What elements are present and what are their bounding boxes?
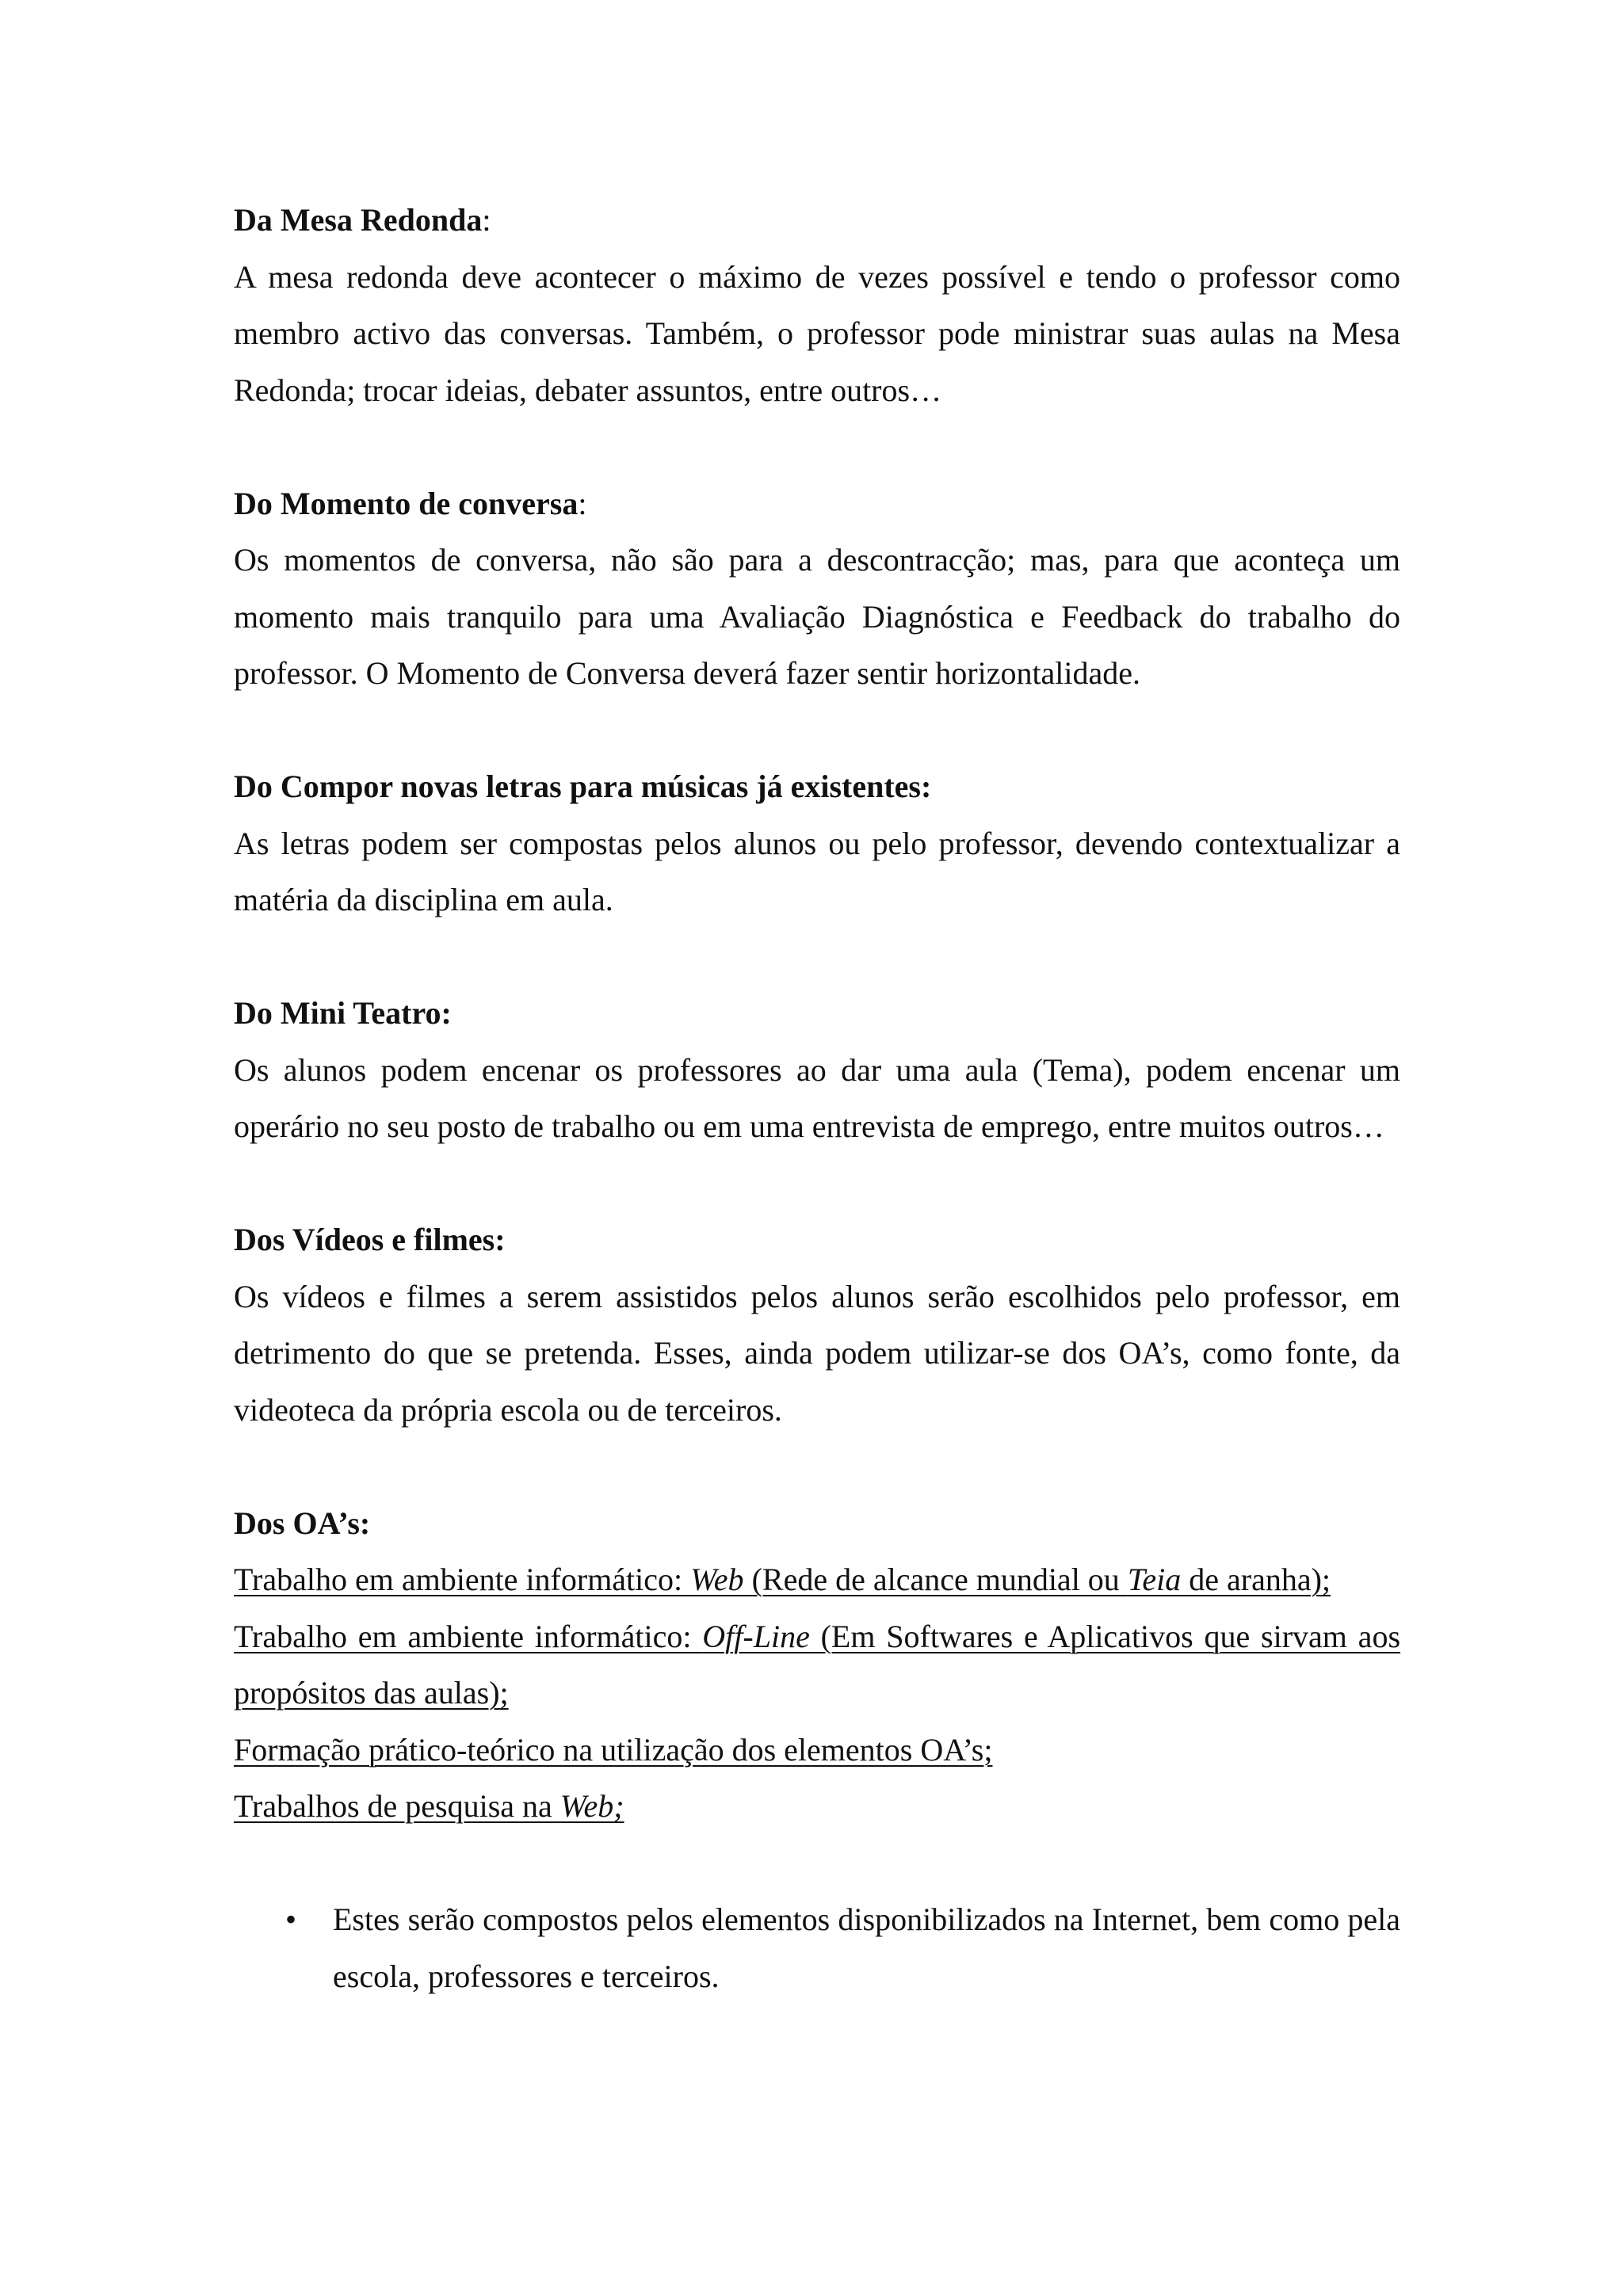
section-body: A mesa redonda deve acontecer o máximo de vezes possível e tendo o professor como membro activo das conversas. Também, o professor pode ministrar suas aulas na Mesa Redonda; trocar ideias, debater assuntos, entre outros… bbox=[234, 258, 1400, 408]
section-body: Os momentos de conversa, não são para a descontracção; mas, para que aconteça um momento mais tranquilo para uma Avaliação Diagnóstica e Feedback do trabalho do professor. O Momento de Conversa deverá fazer sentir horizontalidade. bbox=[234, 542, 1400, 691]
oas-item-web bbox=[234, 1551, 1400, 1608]
section-videos-filmes bbox=[234, 1211, 1400, 1438]
section-body: As letras podem ser compostas pelos alunos ou pelo professor, devendo contextualizar a matéria da disciplina em aula. bbox=[234, 825, 1400, 917]
section-mini-teatro bbox=[234, 985, 1400, 1155]
oas-text: de aranha); bbox=[1181, 1562, 1331, 1597]
section-heading bbox=[234, 475, 1400, 532]
oas-italic: Teia bbox=[1127, 1562, 1182, 1597]
oas-text: Trabalho em ambiente informático: bbox=[234, 1562, 691, 1597]
document-page bbox=[234, 192, 1400, 2004]
oas-item-pesquisa bbox=[234, 1778, 1400, 1835]
section-heading bbox=[234, 985, 1400, 1042]
heading-text: Do Mini Teatro: bbox=[234, 995, 452, 1031]
heading-text: Da Mesa Redonda bbox=[234, 202, 483, 238]
oas-item-offline bbox=[234, 1608, 1400, 1722]
section-momento-de-conversa bbox=[234, 475, 1400, 702]
section-body: Os alunos podem encenar os professores ao dar uma aula (Tema), podem encenar um operário no seu posto de trabalho ou em uma entrevista de emprego, entre muitos outros… bbox=[234, 1051, 1400, 1144]
bullet-icon: • bbox=[285, 1901, 297, 1937]
oas-text: (Rede de alcance mundial ou bbox=[743, 1562, 1128, 1597]
heading-suffix: : bbox=[578, 485, 587, 521]
oas-text: Trabalhos de pesquisa na bbox=[234, 1788, 560, 1824]
heading-text: Do Compor novas letras para músicas já existentes: bbox=[234, 769, 932, 804]
section-body: Os vídeos e filmes a serem assistidos pelos alunos serão escolhidos pelo professor, em detrimento do que se pretenda. Esses, ainda podem utilizar-se dos OA’s, como fonte, da videoteca da própria escola ou de terceiros. bbox=[234, 1278, 1400, 1428]
oas-text: (Em Softwares e Aplicativos que sirvam aos propósitos das aulas); bbox=[234, 1618, 1401, 1711]
list-item bbox=[234, 1891, 1400, 2004]
oas-italic: Web bbox=[690, 1562, 744, 1597]
oas-italic: Web; bbox=[559, 1788, 624, 1824]
bullet-text: Estes serão compostos pelos elementos disponibilizados na Internet, bem como pela escola, professores e terceiros. bbox=[333, 1901, 1400, 1994]
section-mesa-redonda bbox=[234, 192, 1400, 418]
heading-suffix: : bbox=[482, 202, 491, 238]
section-oas bbox=[234, 1495, 1400, 1835]
section-heading bbox=[234, 1495, 1400, 1552]
oas-item-formacao: Formação prático-teórico na utilização dos elementos OA’s; bbox=[234, 1731, 993, 1768]
heading-text: Dos OA’s: bbox=[234, 1505, 371, 1541]
section-heading bbox=[234, 192, 1400, 249]
oas-text: Trabalho em ambiente informático: bbox=[234, 1618, 703, 1654]
section-heading bbox=[234, 758, 1400, 815]
bullet-list bbox=[234, 1891, 1400, 2004]
section-heading bbox=[234, 1211, 1400, 1268]
heading-text: Dos Vídeos e filmes: bbox=[234, 1222, 506, 1257]
section-compor-letras bbox=[234, 758, 1400, 929]
oas-italic: Off-Line bbox=[702, 1618, 810, 1654]
heading-text: Do Momento de conversa bbox=[234, 485, 579, 521]
